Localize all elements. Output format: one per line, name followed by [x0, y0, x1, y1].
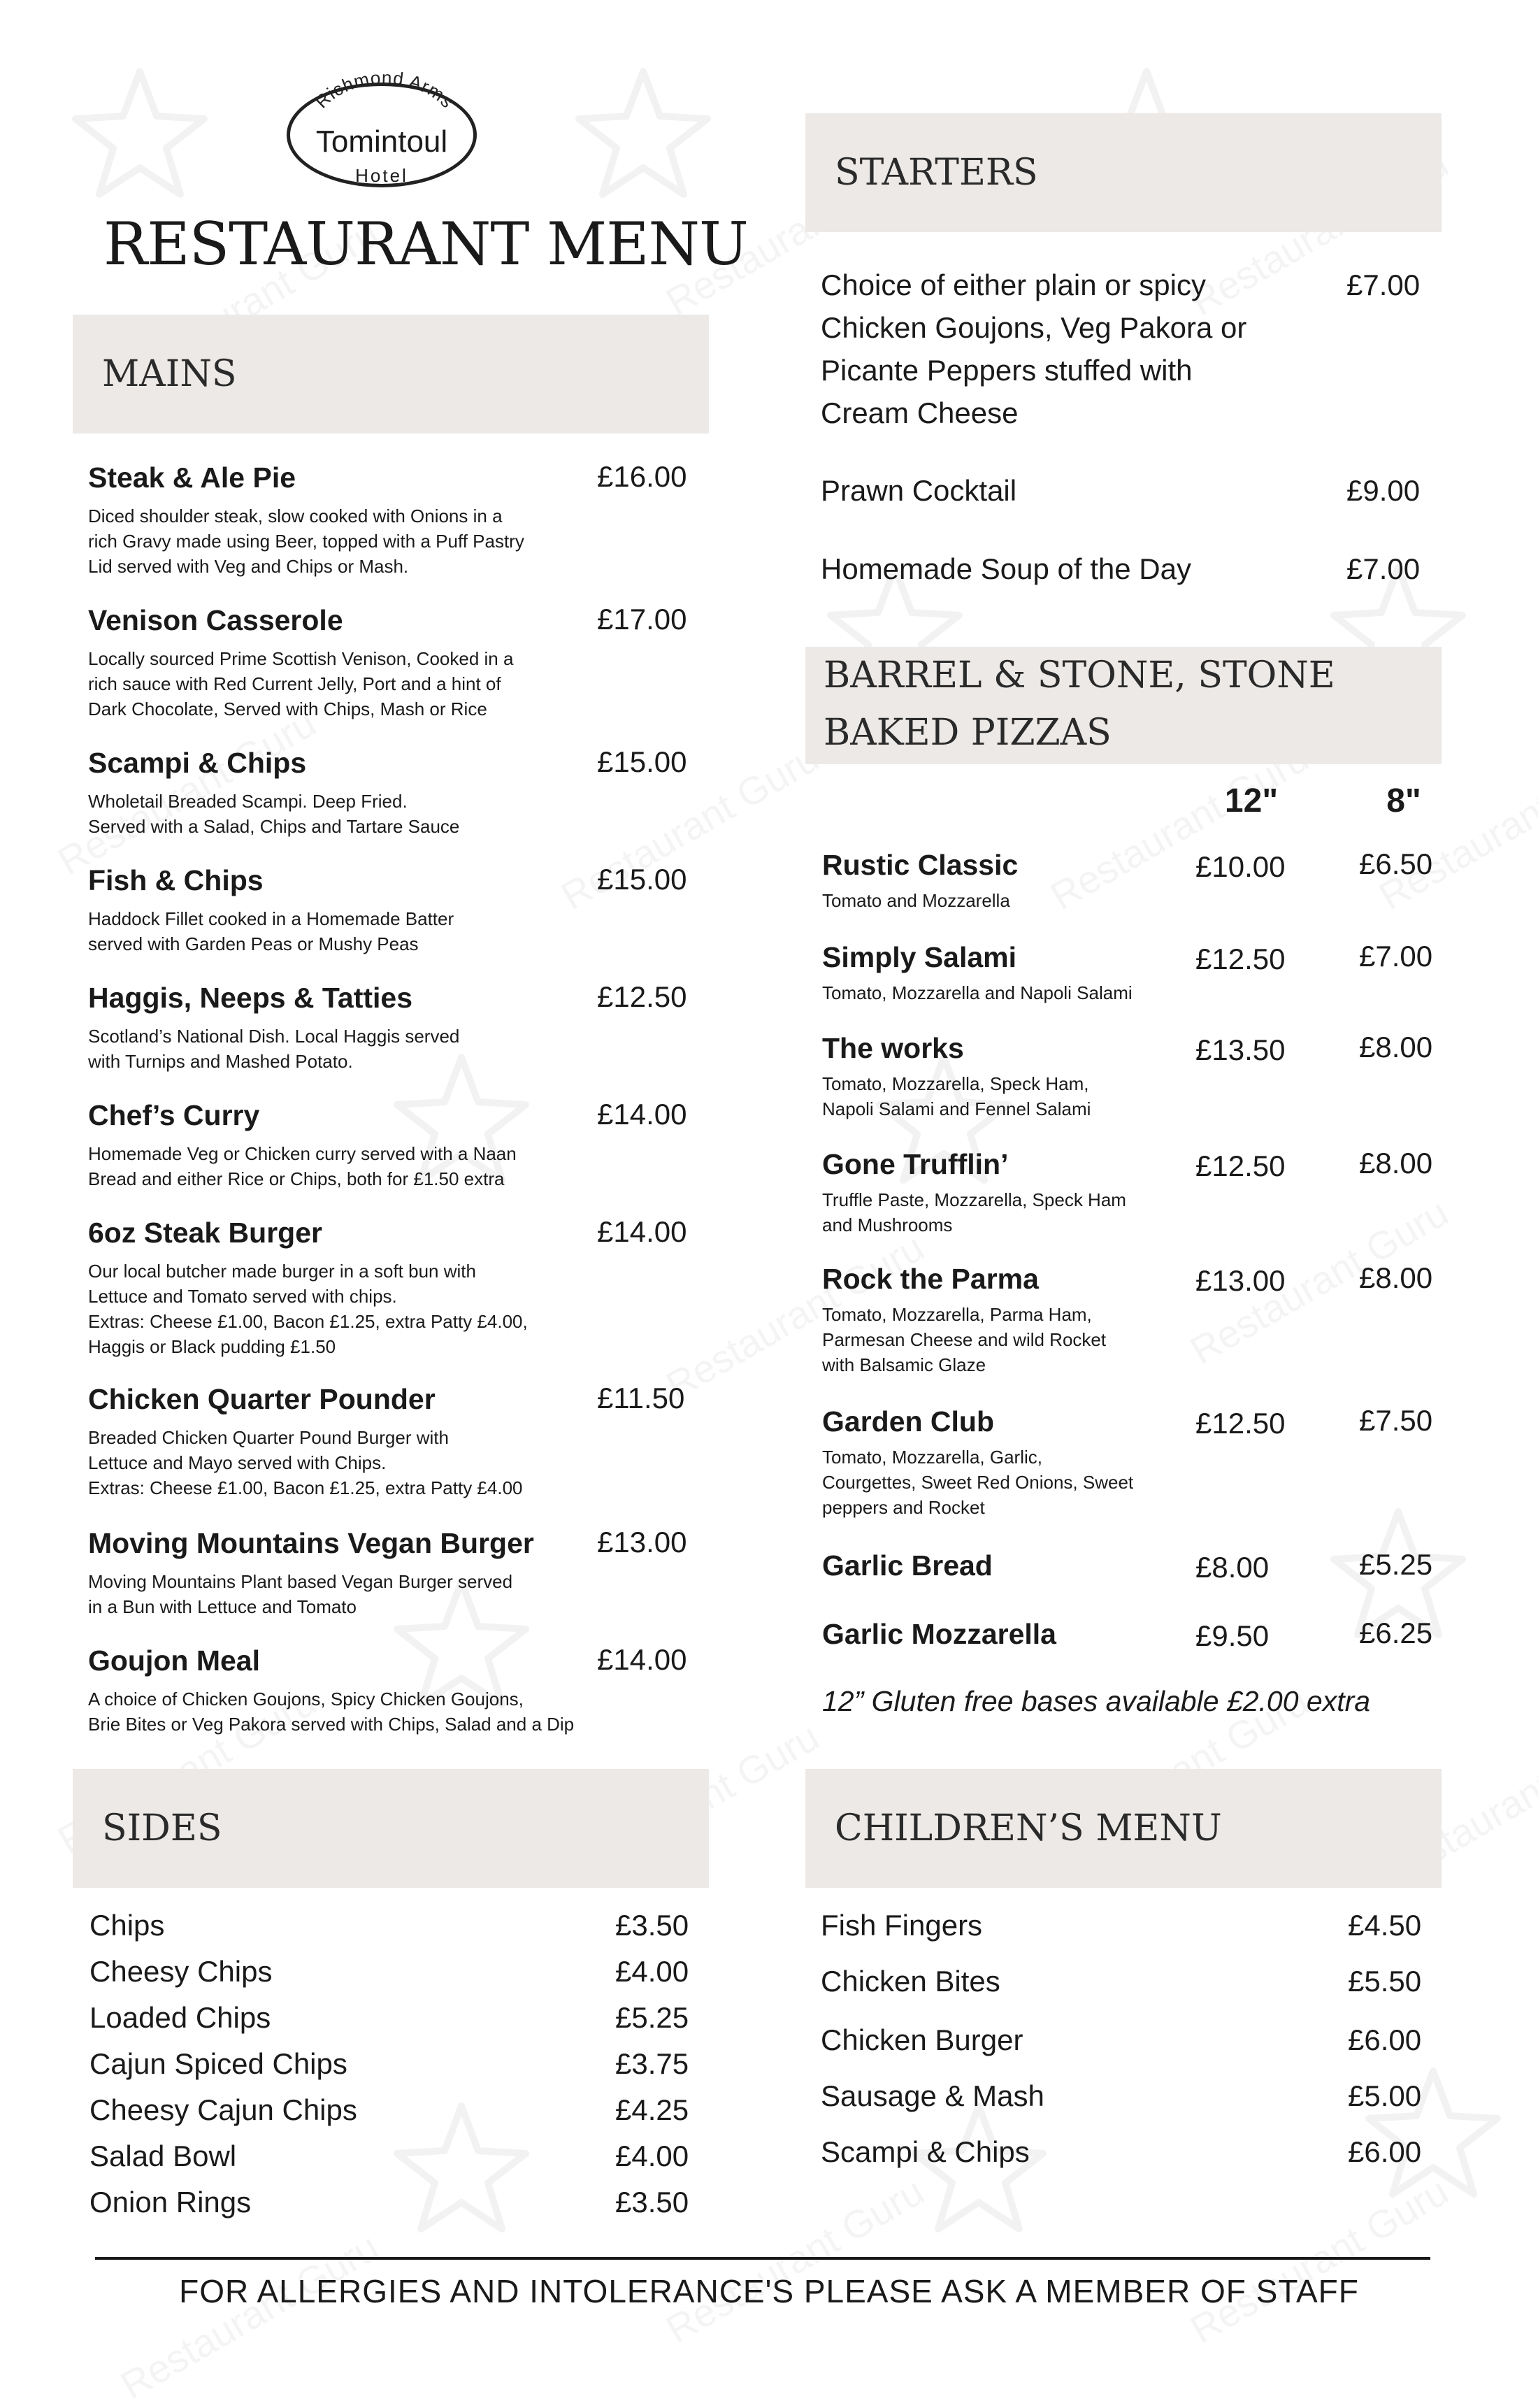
pizza-item-name: Gone Trufflin’: [822, 1148, 1009, 1180]
main-item-name: Venison Casserole: [88, 604, 343, 636]
children-item-price: £5.50: [1348, 1965, 1422, 1998]
pizza-price-12: £12.50: [1195, 1149, 1286, 1182]
pizza-item-desc-line: Courgettes, Sweet Red Onions, Sweet: [822, 1472, 1134, 1493]
logo-main-text: Tomintoul: [315, 124, 448, 159]
svg-text:Richmond Arms: Richmond Arms: [310, 66, 459, 113]
children-item-name: Chicken Bites: [821, 1965, 1000, 1998]
pizza-item-desc-line: with Balsamic Glaze: [822, 1354, 986, 1375]
pizza-price-8: £8.00: [1359, 1147, 1433, 1180]
starters-header-box: [805, 113, 1442, 232]
starter-item-price: £7.00: [1346, 552, 1421, 585]
sides-header-box: [73, 1769, 709, 1888]
children-header-box: [805, 1769, 1442, 1888]
children-item-price: £6.00: [1348, 2023, 1422, 2056]
pizza-item-desc-line: Tomato, Mozzarella, Speck Ham,: [822, 1073, 1089, 1094]
main-item-desc-line: Locally sourced Prime Scottish Venison, Cooked in a: [88, 648, 514, 669]
side-item-price: £3.50: [615, 1909, 689, 1942]
main-item-price: £14.00: [597, 1098, 687, 1131]
children-item-name: Scampi & Chips: [821, 2135, 1030, 2168]
main-item-desc-line: served with Garden Peas or Mushy Peas: [88, 933, 419, 954]
watermark-text: [658, 2168, 931, 2352]
pizzas-header-box: [805, 647, 1442, 764]
pizza-price-12: £12.50: [1195, 1407, 1286, 1440]
pizza-item-desc-line: Tomato, Mozzarella and Napoli Salami: [822, 982, 1133, 1003]
footer-divider: [95, 2257, 1430, 2260]
main-item-name: Chicken Quarter Pounder: [88, 1383, 436, 1415]
watermark-text: [1182, 2168, 1456, 2352]
mains-heading: MAINS: [102, 353, 237, 395]
main-item-desc-line: Served with a Salad, Chips and Tartare Sauce: [88, 816, 460, 837]
pizza-price-12: £13.50: [1195, 1033, 1286, 1066]
pizza-item-desc-line: Napoli Salami and Fennel Salami: [822, 1098, 1091, 1119]
main-item-price: £16.00: [597, 460, 687, 493]
side-item-price: £4.00: [615, 1955, 689, 1988]
pizza-item-desc-line: Tomato, Mozzarella, Parma Ham,: [822, 1304, 1092, 1325]
side-item-name: Onion Rings: [89, 2186, 252, 2219]
pizza-item-desc-line: and Mushrooms: [822, 1214, 953, 1235]
watermark-text: [553, 735, 826, 919]
main-item-desc-line: Extras: Cheese £1.00, Bacon £1.25, extra Patty £4.00: [88, 1477, 523, 1498]
pizza-price-12: £8.00: [1195, 1551, 1270, 1584]
pizza-item-desc-line: Parmesan Cheese and wild Rocket: [822, 1329, 1107, 1350]
children-item-price: £5.00: [1348, 2079, 1422, 2112]
side-item-price: £3.50: [615, 2186, 689, 2219]
main-item-desc-line: Lettuce and Tomato served with chips.: [88, 1286, 397, 1307]
pizzas-heading-line-1: BARREL & STONE, STONE: [824, 654, 1335, 696]
pizza-item-name: Garlic Bread: [822, 1549, 993, 1582]
main-item-desc-line: A choice of Chicken Goujons, Spicy Chicken Goujons,: [88, 1689, 524, 1710]
children-item-name: Chicken Burger: [821, 2023, 1023, 2056]
main-item-desc-line: Lid served with Veg and Chips or Mash.: [88, 556, 409, 577]
watermark-star-icon: [70, 63, 210, 203]
pizza-price-8: £5.25: [1359, 1548, 1433, 1581]
mains-header-box: [73, 315, 709, 433]
pizza-item-name: Rustic Classic: [822, 849, 1019, 881]
main-item-desc-line: rich Gravy made using Beer, topped with a Puff Pastry: [88, 531, 524, 552]
pizza-price-8: £8.00: [1359, 1031, 1433, 1063]
pizza-price-8: £6.50: [1359, 847, 1433, 880]
pizza-price-8: £6.25: [1359, 1617, 1433, 1649]
starter-item-line: Prawn Cocktail: [821, 474, 1017, 507]
main-item-desc-line: Lettuce and Mayo served with Chips.: [88, 1452, 387, 1473]
main-item-desc-line: Brie Bites or Veg Pakora served with Chips, Salad and a Dip: [88, 1714, 575, 1735]
starters-heading: STARTERS: [835, 152, 1038, 194]
main-item-desc-line: with Turnips and Mashed Potato.: [88, 1051, 353, 1072]
pizza-price-8: £7.00: [1359, 940, 1433, 973]
watermark-star-icon: [573, 63, 713, 203]
main-item-price: £17.00: [597, 603, 687, 636]
pizza-item-name: The works: [822, 1032, 964, 1064]
pizza-item-name: Rock the Parma: [822, 1263, 1039, 1295]
pizza-price-12: £12.50: [1195, 943, 1286, 975]
pizza-price-8: £8.00: [1359, 1261, 1433, 1294]
pizza-price-12: £10.00: [1195, 850, 1286, 883]
main-item-desc-line: Our local butcher made burger in a soft bun with: [88, 1261, 476, 1282]
pizza-price-12: £13.00: [1195, 1264, 1286, 1297]
starter-item-line: Choice of either plain or spicy: [821, 268, 1206, 301]
page-title: RESTAURANT MENU: [103, 210, 748, 278]
main-item-price: £15.00: [597, 745, 687, 778]
main-item-desc-line: Homemade Veg or Chicken curry served with a Naan: [88, 1143, 517, 1164]
pizza-col-8-header: 8": [1386, 782, 1421, 819]
main-item-price: £13.00: [597, 1526, 687, 1558]
starter-item-line: Picante Peppers stuffed with: [821, 354, 1193, 387]
main-item-desc-line: Dark Chocolate, Served with Chips, Mash or Rice: [88, 698, 487, 719]
main-item-desc-line: Extras: Cheese £1.00, Bacon £1.25, extra Patty £4.00,: [88, 1311, 528, 1332]
watermark-text: [113, 2224, 386, 2408]
main-item-name: 6oz Steak Burger: [88, 1217, 322, 1249]
children-item-price: £4.50: [1348, 1909, 1422, 1942]
side-item-name: Cajun Spiced Chips: [89, 2047, 347, 2080]
main-item-name: Chef’s Curry: [88, 1099, 260, 1131]
watermark-star-icon: [391, 2098, 531, 2237]
main-item-name: Haggis, Neeps & Tatties: [88, 982, 413, 1014]
main-item-desc-line: Breaded Chicken Quarter Pound Burger with: [88, 1427, 449, 1448]
main-item-price: £12.50: [597, 980, 687, 1013]
main-item-price: £14.00: [597, 1643, 687, 1676]
main-item-price: £14.00: [597, 1215, 687, 1248]
side-item-price: £4.25: [615, 2093, 689, 2126]
pizza-price-12: £9.50: [1195, 1619, 1270, 1652]
pizza-item-desc-line: peppers and Rocket: [822, 1497, 985, 1518]
starter-item-line: Cream Cheese: [821, 396, 1019, 429]
main-item-name: Scampi & Chips: [88, 747, 307, 779]
main-item-desc-line: Wholetail Breaded Scampi. Deep Fried.: [88, 791, 408, 812]
side-item-name: Chips: [89, 1909, 165, 1942]
side-item-name: Loaded Chips: [89, 2001, 271, 2034]
children-item-name: Sausage & Mash: [821, 2079, 1044, 2112]
children-heading: CHILDREN’S MENU: [835, 1807, 1222, 1849]
side-item-price: £3.75: [615, 2047, 689, 2080]
main-item-desc-line: Haddock Fillet cooked in a Homemade Batter: [88, 908, 454, 929]
children-item-price: £6.00: [1348, 2135, 1422, 2168]
main-item-desc-line: in a Bun with Lettuce and Tomato: [88, 1596, 357, 1617]
pizza-price-8: £7.50: [1359, 1404, 1433, 1437]
main-item-desc-line: Moving Mountains Plant based Vegan Burger served: [88, 1571, 513, 1592]
main-item-desc-line: Haggis or Black pudding £1.50: [88, 1336, 336, 1357]
logo-sub-text: Hotel: [355, 165, 408, 186]
pizzas-heading-line-2: BAKED PIZZAS: [824, 712, 1112, 754]
main-item-name: Moving Mountains Vegan Burger: [88, 1527, 534, 1559]
main-item-desc-line: Bread and either Rice or Chips, both for £1.50 extra: [88, 1168, 505, 1189]
allergy-notice: FOR ALLERGIES AND INTOLERANCE'S PLEASE ASK A MEMBER OF STAFF: [179, 2273, 1359, 2309]
main-item-desc-line: Scotland’s National Dish. Local Haggis served: [88, 1026, 460, 1047]
pizza-item-name: Garlic Mozzarella: [822, 1618, 1056, 1650]
pizza-item-name: Simply Salami: [822, 941, 1017, 973]
starter-item-line: Homemade Soup of the Day: [821, 552, 1191, 585]
side-item-price: £4.00: [615, 2140, 689, 2172]
pizza-item-desc-line: Truffle Paste, Mozzarella, Speck Ham: [822, 1189, 1126, 1210]
pizza-item-name: Garden Club: [822, 1405, 995, 1438]
main-item-name: Fish & Chips: [88, 864, 264, 896]
side-item-name: Salad Bowl: [89, 2140, 237, 2172]
starter-item-line: Chicken Goujons, Veg Pakora or: [821, 311, 1247, 344]
gluten-free-note: 12” Gluten free bases available £2.00 extra: [822, 1685, 1371, 1717]
starter-item-price: £7.00: [1346, 268, 1421, 301]
children-item-name: Fish Fingers: [821, 1909, 983, 1942]
main-item-desc-line: Diced shoulder steak, slow cooked with Onions in a: [88, 506, 503, 526]
starter-item-price: £9.00: [1346, 474, 1421, 507]
main-item-name: Steak & Ale Pie: [88, 461, 296, 494]
pizza-col-12-header: 12": [1224, 782, 1279, 819]
sides-heading: SIDES: [102, 1807, 222, 1849]
main-item-desc-line: rich sauce with Red Current Jelly, Port and a hint of: [88, 673, 501, 694]
main-item-name: Goujon Meal: [88, 1644, 260, 1677]
side-item-name: Cheesy Chips: [89, 1955, 273, 1988]
side-item-price: £5.25: [615, 2001, 689, 2034]
main-item-price: £11.50: [597, 1382, 685, 1414]
main-item-price: £15.00: [597, 863, 687, 896]
pizza-item-desc-line: Tomato, Mozzarella, Garlic,: [822, 1447, 1042, 1468]
pizza-item-desc-line: Tomato and Mozzarella: [822, 890, 1010, 911]
side-item-name: Cheesy Cajun Chips: [89, 2093, 357, 2126]
